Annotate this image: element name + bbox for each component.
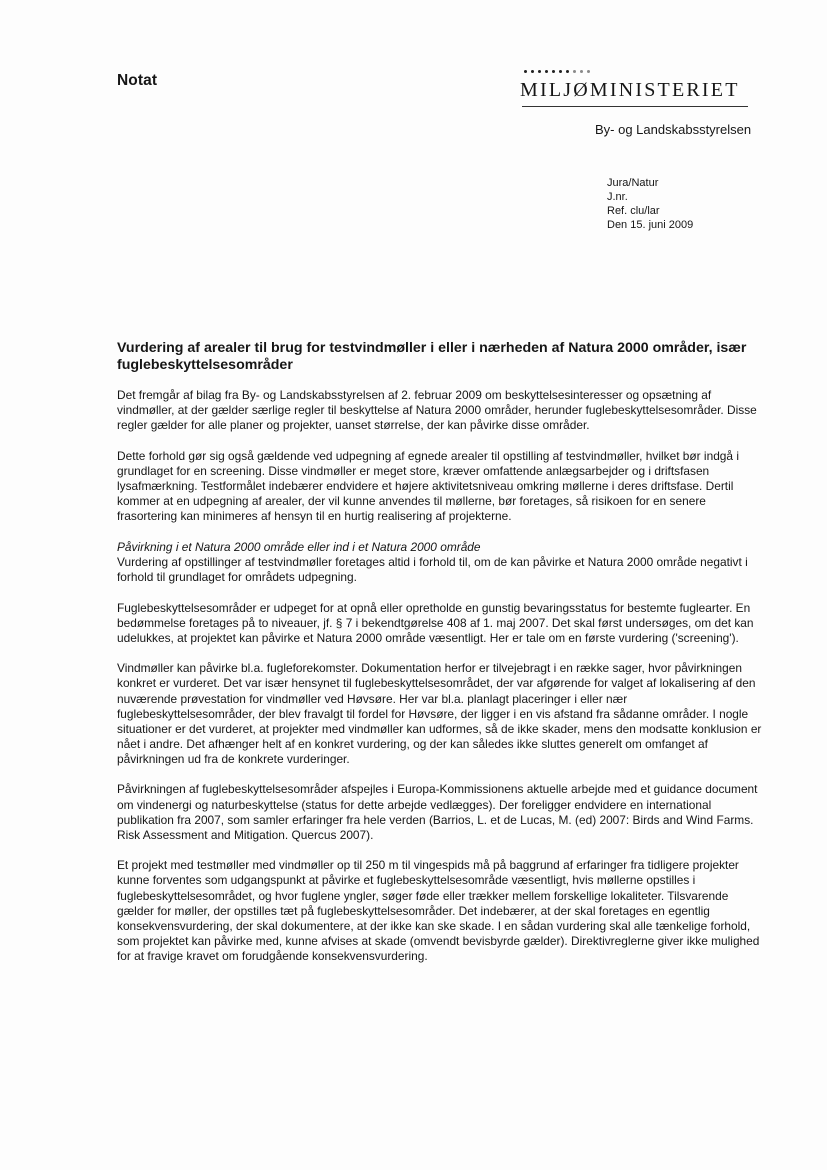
logo-dots-decoration	[524, 70, 594, 76]
paragraph	[117, 661, 765, 767]
paragraph	[117, 388, 765, 433]
document-type-label: Notat	[117, 72, 158, 89]
paragraph-text: Påvirkningen af fuglebeskyttelsesområder afspejles i Europa-Kommissionens aktuelle arbejde med et guidance document om vindenergi og naturbeskyttelse (status for dette arbejde vedlægges). Der foreligger endvidere en international publikation fra 2007, som samler erfaringer fra hele verden (Barrios, L. et de Lucas, M. (ed) 2007: Birds and Wind Farms. Risk Assessment and Mitigation. Quercus 2007).	[117, 782, 758, 842]
document-body	[117, 340, 765, 980]
paragraph	[117, 449, 765, 524]
paragraph-text: Det fremgår af bilag fra By- og Landskabsstyrelsen af 2. februar 2009 om beskyttelsesinteresser og opsætning af vindmøller, at der gælder særlige regler til beskyttelse af Natura 2000 områder, herunder fuglebeskyttelsesområder. Disse regler gælder for alle planer og projekter, uanset størrelse, der kan påvirke disse områder.	[117, 388, 757, 433]
paragraph	[117, 540, 765, 585]
ministry-name: MILJØMINISTERIET	[520, 79, 740, 101]
paragraph-text: Vurdering af opstillinger af testvindmøller foretages altid i forhold til, om de kan påvirke et Natura 2000 område negativt i forhold til grundlaget for områdets udpegning.	[117, 554, 748, 584]
document-title: Vurdering af arealer til brug for testvindmøller i eller i nærheden af Natura 2000 områder, især fuglebeskyttelsesområder	[117, 340, 747, 373]
meta-department: Jura/Natur	[607, 177, 659, 189]
paragraph	[117, 782, 765, 842]
paragraph-text: Vindmøller kan påvirke bl.a. fugleforekomster. Dokumentation herfor er tilvejebragt i en række sager, hvor påvirkningen konkret er vurderet. Det var især hensynet til fuglebeskyttelsesområdet, der var afgørende for valget af lokalisering af den nuværende prøvestation for vindmøller ved Høvsøre. Her var bl.a. planlagt placeringer i eller nær fuglebeskyttelsesområder, der blev fravalgt til fordel for Høvsøre, der ligger i en vis afstand fra sådanne områder. I nogle situationer er det vurderet, at projekter med vindmøller kan udformes, så de ikke skader, mens den modsatte konklusion er nået i andre. Det afhænger helt af en konkret vurdering, og der kan således ikke sluttes generelt om omfanget af påvirkningen ud fra de konkrete vurderinger.	[117, 661, 762, 766]
agency-name: By- og Landskabsstyrelsen	[595, 122, 752, 137]
logo-underline	[522, 106, 748, 107]
paragraph	[117, 601, 765, 646]
section-subheading: Påvirkning i et Natura 2000 område eller ind i et Natura 2000 område	[117, 539, 481, 554]
paragraph-text: Fuglebeskyttelsesområder er udpeget for at opnå eller opretholde en gunstig bevaringsstatus for bestemte fuglearter. En bedømmelse foretages på to niveauer, jf. § 7 i bekendtgørelse 408 af 1. maj 2007. Det skal først undersøges, om det kan udelukkes, at projektet kan påvirke et Natura 2000 område væsentligt. Her er tale om en første vurdering ('screening').	[117, 600, 754, 645]
meta-date: Den 15. juni 2009	[607, 219, 694, 231]
meta-reference: Ref. clu/lar	[607, 205, 660, 217]
paragraph-text: Dette forhold gør sig også gældende ved udpegning af egnede arealer til opstilling af testvindmøller, hvilket bør indgå i grundlaget for en screening. Disse vindmøller er meget store, kræver omfattende anlægsarbejder og i driftsfasen lysafmærkning. Testformålet indebærer endvidere et højere aktivitetsniveau omkring møllerne i deres driftsfase. Dertil kommer at en udpegning af arealer, der vil kunne anvendes til møllerne, bør foretages, så risikoen for en senere frasortering kan minimeres af hensyn til en hurtig realisering af projekterne.	[117, 448, 739, 524]
paragraph-text: Et projekt med testmøller med vindmøller op til 250 m til vingespids må på baggrund af erfaringer fra tidligere projekter kunne forventes som udgangspunkt at påvirke et fuglebeskyttelsesområde væsentligt, hvis møllerne opstilles i fuglebeskyttelsesområdet, og hvor fuglene yngler, søger føde eller trækker mellem forskellige lokaliteter. Tilsvarende gælder for møller, der opstilles tæt på fuglebeskyttelsesområder. Det indebærer, at der skal foretages en egentlig konsekvensvurdering, der skal dokumentere, at der ikke kan ske skade. I en sådan vurdering skal alle tænkelige forhold, som projektet kan påvirke med, kunne afvises at skade (omvendt bevisbyrde gælder). Direktivreglerne giver ikke mulighed for at fravige kravet om forudgående konsekvensvurdering.	[117, 858, 760, 963]
meta-journal-number: J.nr.	[607, 191, 628, 203]
document-metadata	[607, 176, 693, 232]
paragraph	[117, 858, 765, 964]
